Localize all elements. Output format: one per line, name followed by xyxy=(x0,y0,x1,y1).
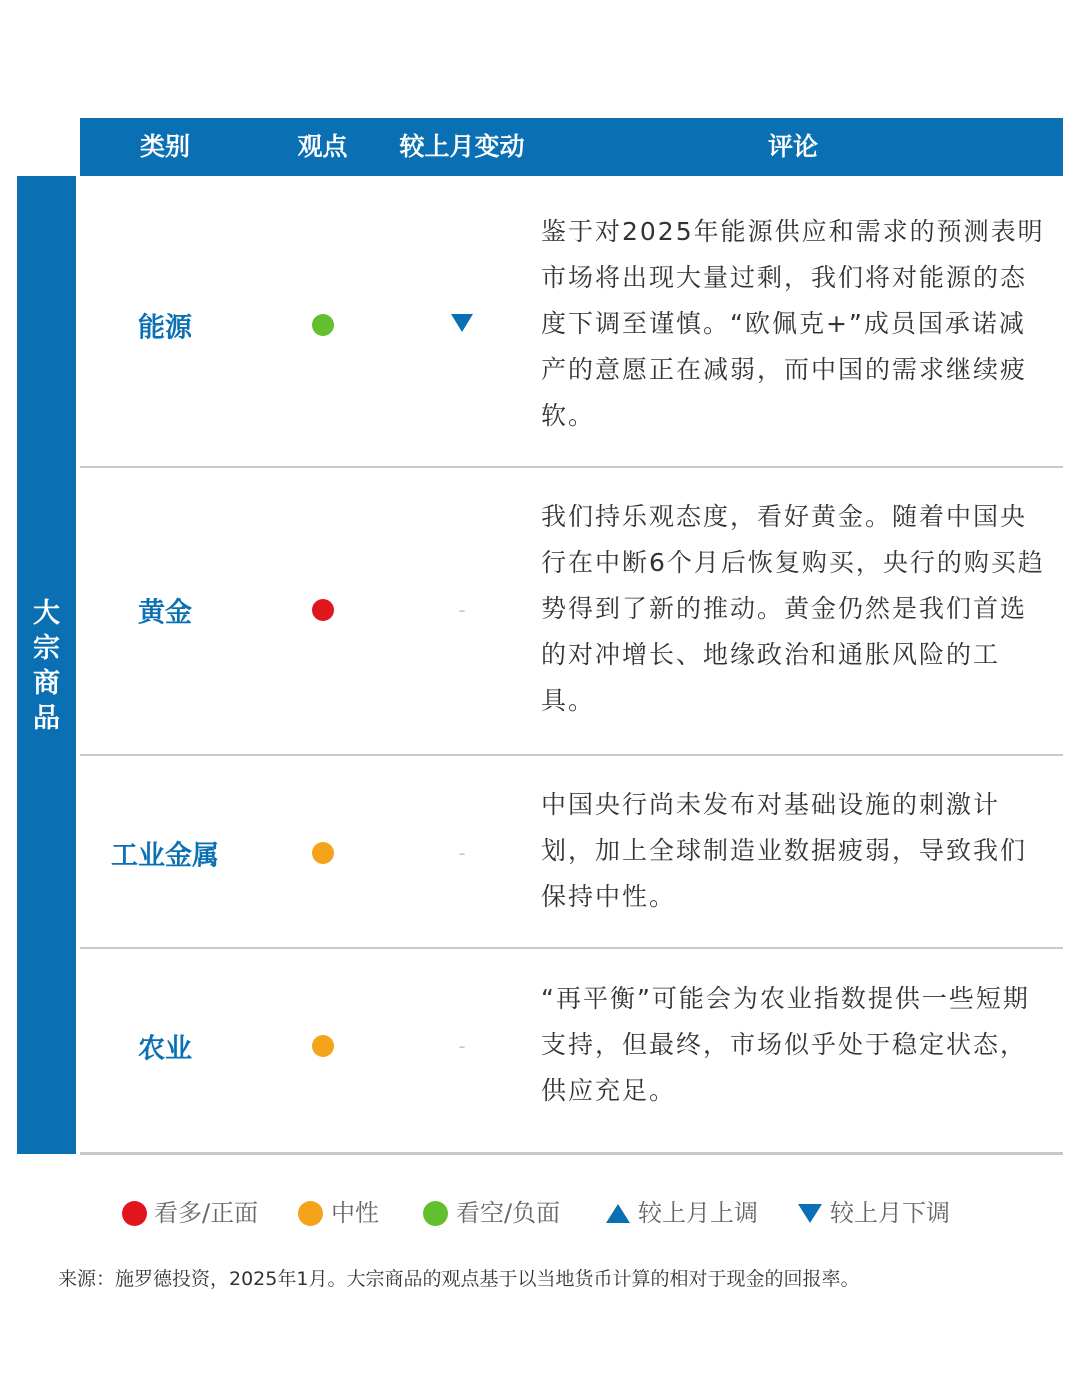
view-dot-neutral xyxy=(312,1035,334,1057)
legend-label: 中性 xyxy=(331,1199,379,1227)
legend-label: 看多/正面 xyxy=(154,1199,259,1227)
sidebar-commodities xyxy=(17,176,76,1154)
arrow-down-icon xyxy=(451,314,473,332)
view-dot-bullish xyxy=(312,599,334,621)
legend-label: 较上月上调 xyxy=(638,1199,758,1227)
legend-label: 较上月下调 xyxy=(830,1199,950,1227)
table-row xyxy=(80,947,1063,1155)
row-category: 能源 xyxy=(138,312,192,344)
source-note: 来源：施罗德投资，2025年1月。大宗商品的观点基于以当地货币计算的相对于现金的回报率。 xyxy=(58,1268,860,1290)
change-cell: - xyxy=(458,598,466,622)
row-comment: 我们持乐观态度，看好黄金。随着中国央行在中断6个月后恢复购买，央行的购买趋势得到了新的推动。黄金仍然是我们首选的对冲增长、地缘政治和通胀风险的工具。 xyxy=(541,502,1045,715)
header-change: 较上月变动 xyxy=(399,132,525,161)
row-category: 工业金属 xyxy=(111,840,219,872)
view-dot-neutral xyxy=(312,842,334,864)
view-dot-bearish xyxy=(312,314,334,336)
header-category: 类别 xyxy=(139,132,190,161)
table-row xyxy=(80,754,1063,949)
row-category: 黄金 xyxy=(138,597,192,629)
header-comment: 评论 xyxy=(767,132,818,161)
row-comment: 中国央行尚未发布对基础设施的刺激计划，加上全球制造业数据疲弱，导致我们保持中性。 xyxy=(541,790,1028,911)
row-comment: 鉴于对2025年能源供应和需求的预测表明市场将出现大量过剩，我们将对能源的态度下调至谨慎。“欧佩克+”成员国承诺减产的意愿正在减弱，而中国的需求继续疲软。 xyxy=(541,217,1045,430)
arrow-up-icon xyxy=(606,1204,630,1223)
green-dot-icon xyxy=(423,1201,448,1226)
arrow-down-icon xyxy=(798,1204,822,1223)
row-category: 农业 xyxy=(138,1033,192,1065)
change-cell: - xyxy=(458,1034,466,1058)
table-row xyxy=(80,176,1063,468)
change-cell xyxy=(442,314,482,336)
legend-label: 看空/负面 xyxy=(456,1199,561,1227)
table-row xyxy=(80,466,1063,756)
row-comment: “再平衡”可能会为农业指数提供一些短期支持，但最终，市场似乎处于稳定状态，供应充足。 xyxy=(541,984,1030,1105)
orange-dot-icon xyxy=(298,1201,323,1226)
sidebar-label: 大宗商品 xyxy=(33,598,60,734)
change-cell: - xyxy=(458,841,466,865)
header-view: 观点 xyxy=(297,132,348,161)
table-header xyxy=(80,118,1063,176)
red-dot-icon xyxy=(122,1201,147,1226)
